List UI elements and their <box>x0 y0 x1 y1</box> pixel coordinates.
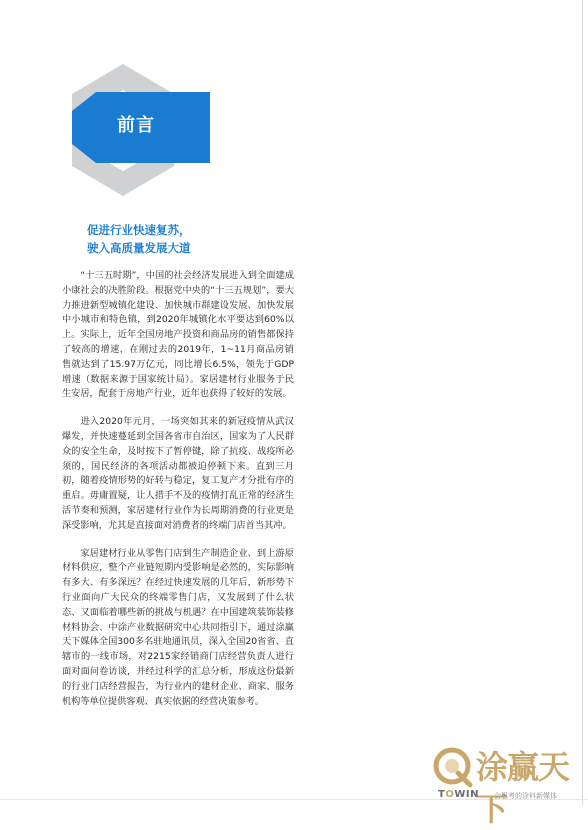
headline-line-2: 驶入高质量发展大道 <box>87 241 191 255</box>
brand-en-part: WIN <box>454 789 479 800</box>
brand-en-part: O <box>445 789 455 800</box>
paragraph: “十三五时期”，中国的社会经济发展进入到全面建成小康社会的决胜阶段。根据党中央的“十三五规划”，要大力推进新型城镇化建设、加快城市群建设发展、加快发展中小城市和特色镇，到2020年城镇化水平要达到60%以上。实际上，近年全国房地产投资和商品房的销售都保持了较高的增速，在刚过去的2019年，1~11月商品房销售就达到了15.97万亿元，同比增长6.5%，领先于GDP增速（数据来源于国家统计局）。家居建材行业服务于民生安居，配套于房地产行业，近年也获得了较好的发展。 <box>62 270 294 400</box>
brand-name-cn: 涂赢天下 <box>476 748 570 828</box>
section-title: 前言 <box>117 115 155 136</box>
body-text <box>62 269 294 709</box>
brand-tagline: 会思考的涂料新媒体 <box>494 792 557 800</box>
paragraph: 进入2020年元月，一场突如其来的新冠疫情从武汉爆发，并快速蔓延到全国各省市自治区，国家为了人民群众的安全生命，及时按下了暂停键，除了抗疫、战疫所必须的，国民经济的各项活动都被迫停顿下来。直到三月初，随着疫情形势的好转与稳定，复工复产才分批有序的重启。毋庸置疑，让人措手不及的疫情打乱正常的经济生活节奏和预测，家居建材行业作为长周期消费的行业更是深受影响，尤其是直接面对消费者的终端门店首当其冲。 <box>62 416 294 531</box>
headline <box>87 221 347 257</box>
brand-logo <box>432 744 582 828</box>
headline-line-1: 促进行业快速复苏， <box>87 223 191 237</box>
brand-en-part: T <box>438 789 446 800</box>
q-logo-icon <box>432 746 474 788</box>
page-edge-line <box>582 0 583 805</box>
paragraph: 家居建材行业从零售门店到生产制造企业、到上游原材料供应，整个产业链短期内受影响是必然的，实际影响有多大、有多深远？在经过快速发展的几年后，新形势下行业面向广大民众的终端零售门店，又发展到了什么状态、又面临着哪些新的挑战与机遇？在中国建筑装饰装修材料协会、中涂产业数据研究中心共同指引下，通过涂赢天下媒体全国300多名驻地通讯员，深入全国20省省、直辖市的一线市场，对2215家经销商门店经营负责人进行面对面问卷访谈，并经过科学的汇总分析，形成这份最新的行业门店经营报告，为行业内的建材企业、商家、服务机构等单位提供客观、真实依据的经营决策参考。 <box>62 547 294 707</box>
brand-name-en <box>438 789 479 800</box>
